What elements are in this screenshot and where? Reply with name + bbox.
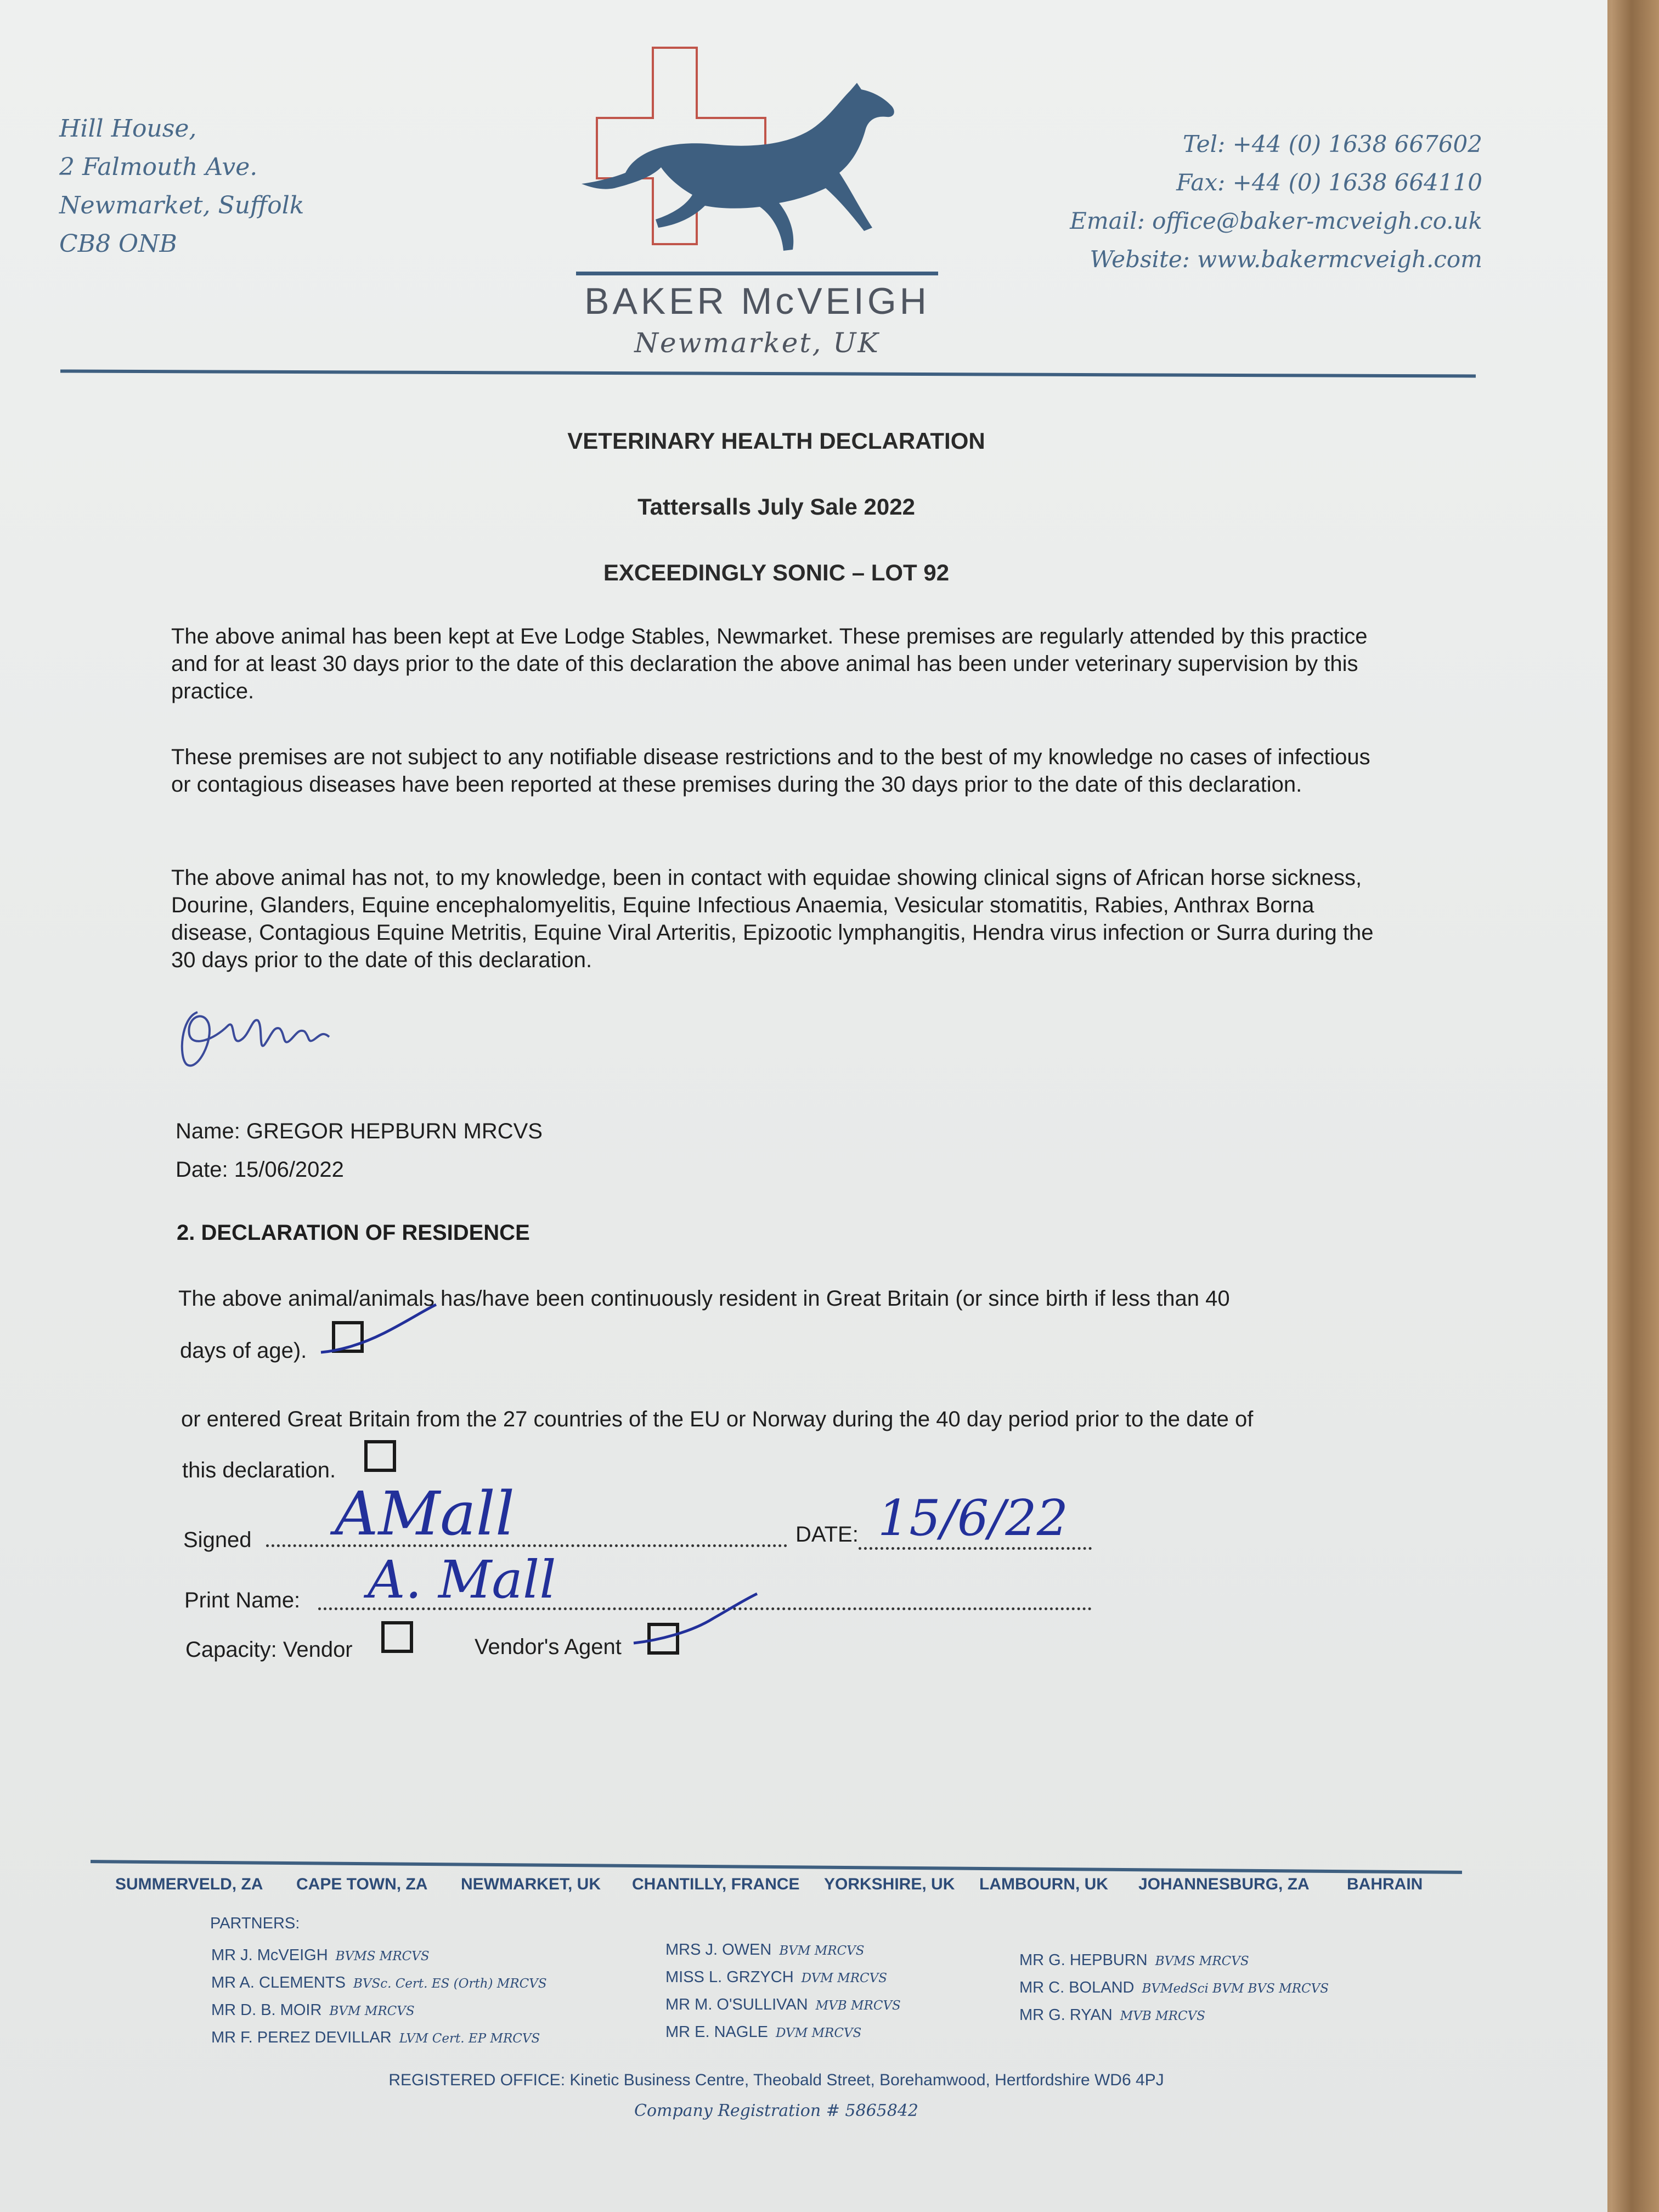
footer-location: SUMMERVELD, ZA — [115, 1875, 263, 1893]
signed-label: Signed — [183, 1528, 252, 1552]
address-line: CB8 ONB — [59, 230, 177, 258]
residence-option2-text: this declaration. — [182, 1458, 336, 1482]
company-registration: Company Registration # 5865842 — [634, 2101, 919, 2120]
residence-option2-checkbox[interactable] — [364, 1440, 396, 1472]
capacity-vendor-label: Capacity: Vendor — [185, 1638, 353, 1662]
declaration-paragraph: The above animal has not, to my knowledge, been in contact with equidae showing clinical signs of African horse sickness, Dourine, Glanders, Equine encephalomyelitis, Equine Infectious Anaemia, Vesicular stomatitis, Rabies, Anthrax Borna disease, Contagious Equine Metritis, Equine Viral Arteritis, Epizootic lymphangitis, Hendra virus infection or Surra during the 30 days prior to the date of this declaration. — [171, 866, 1374, 972]
date-label: DATE: — [795, 1522, 859, 1547]
print-name-handwriting: A. Mall — [368, 1550, 556, 1610]
vet-signature-icon — [176, 996, 362, 1078]
signed-handwriting: AMall — [335, 1479, 515, 1549]
partner-entry: MR C. BOLAND BVMedSci BVM BVS MRCVS — [1019, 1979, 1329, 1996]
footer-location: JOHANNESBURG, ZA — [1138, 1875, 1310, 1893]
declaration-paragraph: These premises are not subject to any notifiable disease restrictions and to the best of my knowledge no cases of infectious or contagious diseases have been reported at these premises during the 30 days prior to the date of this declaration. — [171, 745, 1370, 797]
footer-location: BAHRAIN — [1347, 1875, 1423, 1893]
residence-option1-text: The above animal/animals has/have been continuously resident in Great Britain (or since birth if less than 40 — [178, 1286, 1230, 1311]
partner-entry: MISS L. GRZYCH DVM MRCVS — [665, 1968, 887, 1986]
vet-name: Name: GREGOR HEPBURN MRCVS — [176, 1119, 543, 1143]
practice-address — [59, 110, 304, 263]
print-name-label: Print Name: — [184, 1588, 301, 1612]
footer-location: CHANTILLY, FRANCE — [632, 1875, 800, 1893]
footer-divider — [91, 1860, 1462, 1874]
lot-name: EXCEEDINGLY SONIC – LOT 92 — [603, 560, 950, 585]
date-dotted-line — [859, 1547, 1092, 1550]
partner-entry: MR G. RYAN MVB MRCVS — [1019, 2006, 1205, 2024]
residence-option2-text: or entered Great Britain from the 27 countries of the EU or Norway during the 40 day period prior to the date of — [181, 1407, 1254, 1431]
vet-date: Date: 15/06/2022 — [176, 1158, 344, 1182]
footer-location: CAPE TOWN, ZA — [296, 1875, 428, 1893]
registered-office: REGISTERED OFFICE: Kinetic Business Centre, Theobald Street, Borehamwood, Hertfordshire WD6 4PJ — [388, 2071, 1164, 2089]
footer-location: NEWMARKET, UK — [461, 1875, 601, 1893]
email: Email: office@baker-mcveigh.co.uk — [1070, 207, 1482, 234]
footer-location: YORKSHIRE, UK — [824, 1875, 955, 1893]
partner-entry: MR F. PEREZ DEVILLAR LVM Cert. EP MRCVS — [211, 2029, 540, 2046]
partner-entry: MR M. O'SULLIVAN MVB MRCVS — [665, 1996, 901, 2013]
address-line: Newmarket, Suffolk — [59, 191, 304, 219]
website: Website: www.bakermcveigh.com — [1090, 246, 1482, 273]
footer-location: LAMBOURN, UK — [979, 1875, 1108, 1893]
telephone: Tel: +44 (0) 1638 667602 — [1183, 131, 1482, 157]
partner-entry: MR E. NAGLE DVM MRCVS — [665, 2023, 862, 2041]
checkmark-icon — [631, 1588, 763, 1654]
address-line: 2 Falmouth Ave. — [59, 153, 258, 181]
horse-cross-logo-icon — [576, 47, 938, 376]
capacity-agent-label: Vendor's Agent — [475, 1635, 622, 1659]
partner-entry: MR A. CLEMENTS BVSc. Cert. ES (Orth) MRCVS — [211, 1974, 547, 1991]
partners-label: PARTNERS: — [210, 1915, 300, 1932]
contact-details — [1070, 125, 1482, 279]
date-handwriting: 15/6/22 — [878, 1489, 1068, 1547]
residence-option1-text: days of age). — [180, 1339, 307, 1363]
sale-name: Tattersalls July Sale 2022 — [637, 494, 915, 520]
fax: Fax: +44 (0) 1638 664110 — [1176, 169, 1482, 196]
partner-entry: MR G. HEPBURN BVMS MRCVS — [1019, 1951, 1249, 1969]
capacity-vendor-checkbox[interactable] — [381, 1621, 413, 1653]
brand-name: BAKER McVEIGH — [584, 280, 930, 322]
partner-entry: MRS J. OWEN BVM MRCVS — [665, 1941, 865, 1959]
checkmark-icon — [318, 1300, 444, 1361]
residence-heading: 2. DECLARATION OF RESIDENCE — [177, 1221, 530, 1245]
declaration-paragraph: The above animal has been kept at Eve Lodge Stables, Newmarket. These premises are regularly attended by this practice and for at least 30 days prior to the date of this declaration the above animal has been under veterinary supervision by this practice. — [171, 624, 1368, 703]
document-title: VETERINARY HEALTH DECLARATION — [567, 428, 985, 454]
partner-entry: MR D. B. MOIR BVM MRCVS — [211, 2001, 415, 2019]
address-line: Hill House, — [59, 115, 197, 143]
brand-location: Newmarket, UK — [634, 327, 880, 359]
partner-entry: MR J. McVEIGH BVMS MRCVS — [211, 1946, 430, 1964]
